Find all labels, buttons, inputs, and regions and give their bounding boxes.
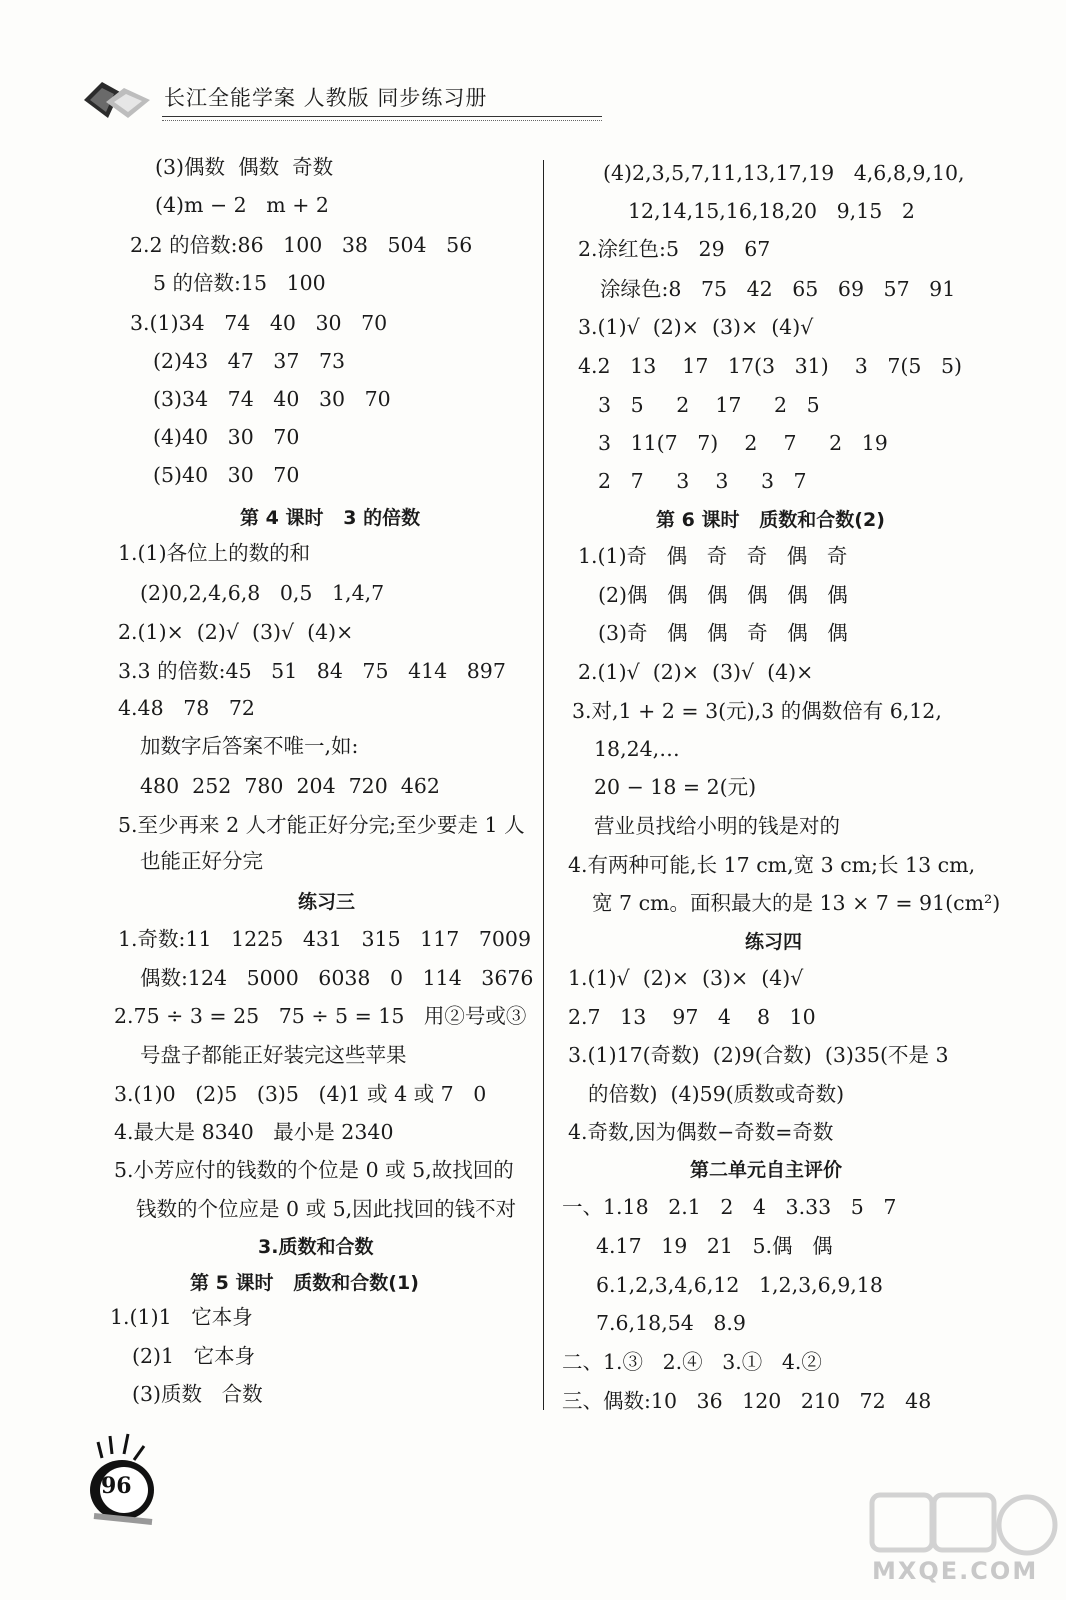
answer-line: 18,24,… (594, 737, 680, 761)
answer-line: 4.48 78 72 (118, 696, 255, 720)
answer-line: 营业员找给小明的钱是对的 (594, 814, 840, 838)
watermark-text: MXQE.COM (872, 1557, 1039, 1585)
answer-line: 480 252 780 204 720 462 (140, 774, 440, 798)
answer-line: 加数字后答案不唯一,如: (140, 734, 359, 758)
answer-line: (3)质数 合数 (132, 1382, 263, 1406)
answer-line: (3)偶数 偶数 奇数 (155, 155, 334, 179)
answer-line: 1.奇数:11 1225 431 315 117 7009 (118, 927, 532, 951)
answer-line: 3 5 2 17 2 5 (598, 393, 820, 417)
watermark-logo-icon (862, 1485, 1062, 1565)
answer-line: (2)偶 偶 偶 偶 偶 偶 (598, 583, 848, 607)
header-title: 长江全能学案 人教版 同步练习册 (164, 86, 488, 110)
answer-line: 三、偶数:10 36 120 210 72 48 (562, 1389, 932, 1413)
answer-line: 2.(1)√ (2)× (3)√ (4)× (578, 660, 814, 684)
answer-line: 涂绿色:8 75 42 65 69 57 91 (600, 277, 956, 301)
answer-line: 4.17 19 21 5.偶 偶 (596, 1234, 833, 1258)
section-heading: 第 4 课时 3 的倍数 (240, 507, 421, 529)
answer-line: 钱数的个位应是 0 或 5,因此找回的钱不对 (136, 1197, 517, 1221)
answer-line: 1.(1)1 它本身 (110, 1305, 253, 1329)
answer-line: 5.至少再来 2 人才能正好分完;至少要走 1 人 (118, 813, 525, 837)
answer-line: 3.(1)√ (2)× (3)× (4)√ (578, 315, 814, 339)
answer-line: (2)0,2,4,6,8 0,5 1,4,7 (140, 581, 385, 605)
answer-line: 3.3 的倍数:45 51 84 75 414 897 (118, 659, 506, 683)
answer-line: 二、1.③ 2.④ 3.① 4.② (562, 1350, 822, 1374)
answer-line: 4.最大是 8340 最小是 2340 (114, 1120, 394, 1144)
answer-line: 7.6,18,54 8.9 (596, 1311, 746, 1335)
section-heading: 练习三 (298, 891, 356, 913)
answer-line: 3.(1)0 (2)5 (3)5 (4)1 或 4 或 7 0 (114, 1082, 487, 1106)
answer-line: 2.7 13 97 4 8 10 (568, 1005, 816, 1029)
header-rule (162, 116, 602, 117)
answer-line: 1.(1)各位上的数的和 (118, 541, 311, 565)
section-heading: 第二单元自主评价 (690, 1159, 843, 1181)
answer-line: 4.2 13 17 17(3 31) 3 7(5 5) (578, 354, 963, 378)
answer-line: 20 − 18 = 2(元) (594, 775, 757, 799)
answer-line: 6.1,2,3,4,6,12 1,2,3,6,9,18 (596, 1273, 883, 1297)
answer-line: 2 7 3 3 3 7 (598, 469, 807, 493)
answer-line: 也能正好分完 (140, 849, 263, 873)
book-logo-icon (80, 78, 160, 122)
answer-line: 的倍数) (4)59(质数或奇数) (588, 1082, 845, 1106)
section-heading: 第 5 课时 质数和合数(1) (190, 1272, 419, 1294)
answer-line: 12,14,15,16,18,20 9,15 2 (628, 199, 915, 223)
answer-line: 3 11(7 7) 2 7 2 19 (598, 431, 888, 455)
answer-line: 宽 7 cm。面积最大的是 13 × 7 = 91(cm²) (592, 891, 1001, 915)
section-heading: 练习四 (745, 931, 803, 953)
answer-line: 3.(1)34 74 40 30 70 (130, 311, 388, 335)
answer-line: 3.(1)17(奇数) (2)9(合数) (3)35(不是 3 (568, 1043, 949, 1067)
answer-line: 4.有两种可能,长 17 cm,宽 3 cm;长 13 cm, (568, 853, 976, 877)
answer-line: 4.奇数,因为偶数−奇数=奇数 (568, 1120, 834, 1144)
answer-line: 2.涂红色:5 29 67 (578, 237, 771, 261)
answer-line: 偶数:124 5000 6038 0 114 3676 (140, 966, 534, 990)
answer-line: (2)1 它本身 (132, 1344, 256, 1368)
answer-line: 3.对,1 + 2 = 3(元),3 的偶数倍有 6,12, (572, 699, 942, 723)
answer-line: (3)34 74 40 30 70 (153, 387, 391, 411)
page-header (80, 74, 525, 126)
section-heading: 第 6 课时 质数和合数(2) (656, 509, 885, 531)
answer-line: (2)43 47 37 73 (153, 349, 346, 373)
page-number-badge (88, 1428, 168, 1528)
page-number: 96 (101, 1473, 132, 1499)
column-divider (543, 160, 544, 1410)
section-heading: 3.质数和合数 (258, 1236, 374, 1258)
answer-line: 2.75 ÷ 3 = 25 75 ÷ 5 = 15 用②号或③ (114, 1004, 527, 1028)
answer-line: (3)奇 偶 偶 奇 偶 偶 (598, 621, 848, 645)
answer-line: 5.小芳应付的钱数的个位是 0 或 5,故找回的 (114, 1158, 514, 1182)
answer-line: 1.(1)√ (2)× (3)× (4)√ (568, 966, 804, 990)
answer-line: (4)40 30 70 (153, 425, 300, 449)
answer-line: 5 的倍数:15 100 (153, 271, 326, 295)
answer-line: 1.(1)奇 偶 奇 奇 偶 奇 (578, 544, 848, 568)
answer-line: 一、1.18 2.1 2 4 3.33 5 7 (562, 1195, 897, 1219)
answer-line: 号盘子都能正好装完这些苹果 (140, 1043, 407, 1067)
watermark (862, 1485, 1062, 1595)
answer-line: (4)m − 2 m + 2 (155, 193, 329, 217)
answer-line: (4)2,3,5,7,11,13,17,19 4,6,8,9,10, (603, 161, 965, 185)
answer-line: 2.2 的倍数:86 100 38 504 56 (130, 233, 473, 257)
answer-line: 2.(1)× (2)√ (3)√ (4)× (118, 620, 354, 644)
answer-line: (5)40 30 70 (153, 463, 300, 487)
header-rule-dotted (162, 120, 602, 121)
